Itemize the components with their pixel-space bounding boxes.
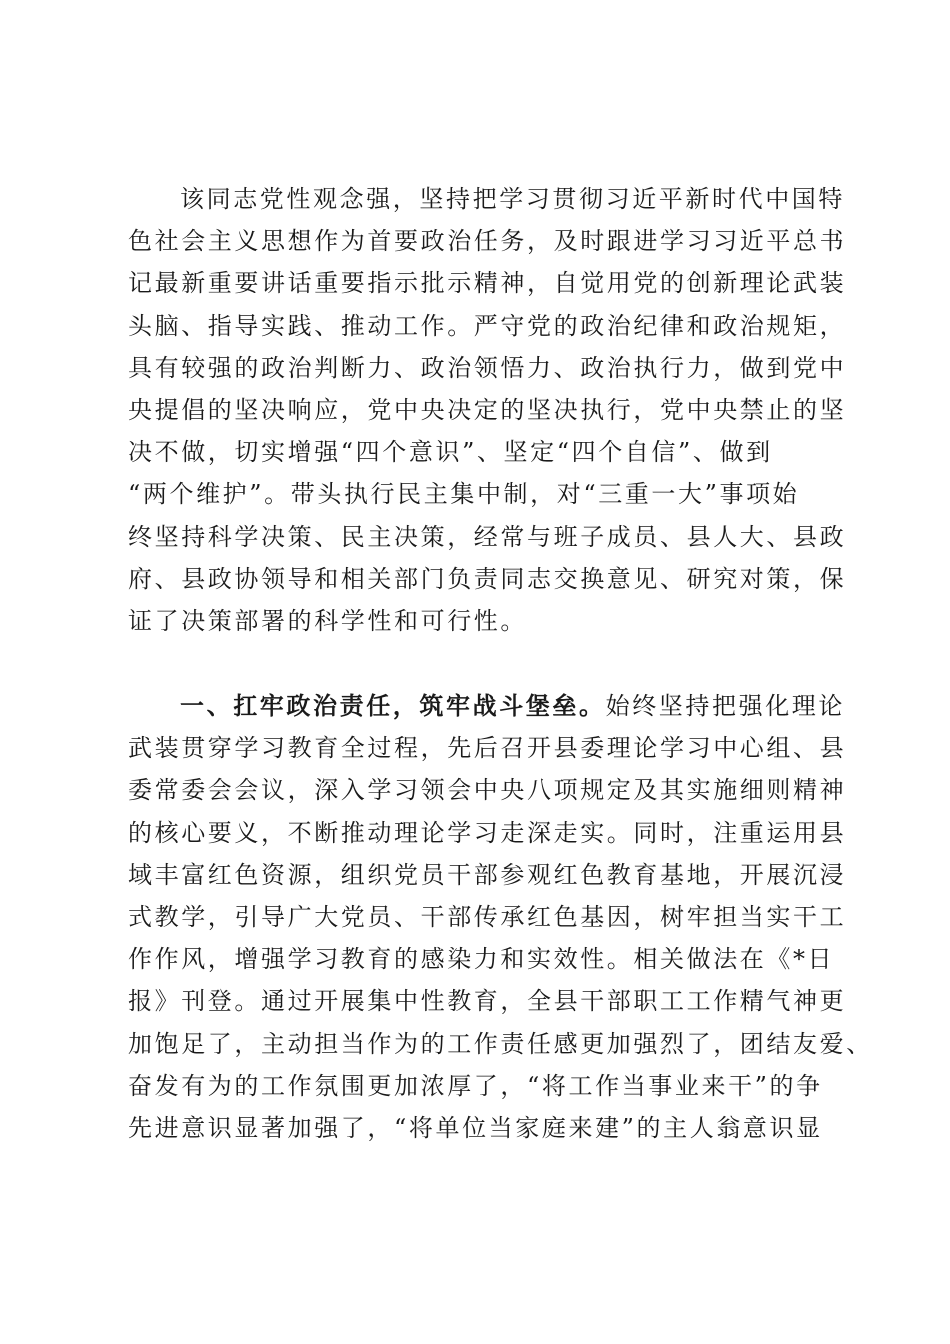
paragraph-line: 作作风，增强学习教育的感染力和实效性。相关做法在《*日: [128, 945, 835, 974]
paragraph-evaluation: [128, 178, 847, 642]
paragraph-line: 域丰富红色资源，组织党员干部参观红色教育基地，开展沉浸: [128, 860, 847, 889]
paragraph-section-one: [128, 685, 873, 1149]
paragraph-line: 报》刊登。通过开展集中性教育，全县干部职工工作精气神更: [128, 987, 847, 1016]
paragraph-line: 武装贯穿学习教育全过程，先后召开县委理论学习中心组、县: [128, 734, 847, 763]
paragraph-line: 委常委会会议，深入学习领会中央八项规定及其实施细则精神: [128, 776, 847, 805]
paragraph-line: 式教学，引导广大党员、干部传承红色基因，树牢担当实干工: [128, 902, 847, 931]
paragraph-line: 色社会主义思想作为首要政治任务，及时跟进学习习近平总书: [128, 227, 847, 256]
paragraph-line: 证了决策部署的科学性和可行性。: [128, 606, 527, 635]
paragraph-line: 终坚持科学决策、民主决策，经常与班子成员、县人大、县政: [128, 522, 847, 551]
paragraph-line: 府、县政协领导和相关部门负责同志交换意见、研究对策，保: [128, 564, 847, 593]
paragraph-line: 奋发有为的工作氛围更加浓厚了，“将工作当事业来干”的争: [128, 1071, 823, 1100]
paragraph-line: 央提倡的坚决响应，党中央决定的坚决执行，党中央禁止的坚: [128, 395, 847, 424]
paragraph-line: 具有较强的政治判断力、政治领悟力、政治执行力，做到党中: [128, 353, 847, 382]
paragraph-line: “两个维护”。带头执行民主集中制，对“三重一大”事项始: [128, 480, 800, 509]
paragraph-line: 决不做，切实增强“四个意识”、坚定“四个自信”、做到: [128, 438, 773, 467]
paragraph-line: 该同志党性观念强，坚持把学习贯彻习近平新时代中国特: [180, 185, 845, 213]
paragraph-line: 加饱足了，主动担当作为的工作责任感更加强烈了，团结友爱、: [128, 1029, 873, 1058]
paragraph-line: 头脑、指导实践、推动工作。严守党的政治纪律和政治规矩，: [128, 311, 847, 340]
section-heading: 一、扛牢政治责任，筑牢战斗堡垒。: [180, 691, 606, 720]
paragraph-first-line-text: 始终坚持把强化理论: [605, 692, 846, 720]
paragraph-line: 的核心要义，不断推动理论学习走深走实。同时，注重运用县: [128, 818, 847, 847]
paragraph-line: 记最新重要讲话重要指示批示精神，自觉用党的创新理论武装: [128, 269, 847, 298]
paragraph-line: 先进意识显著加强了，“将单位当家庭来建”的主人翁意识显: [128, 1113, 823, 1142]
paragraph-first-line: [128, 685, 846, 727]
